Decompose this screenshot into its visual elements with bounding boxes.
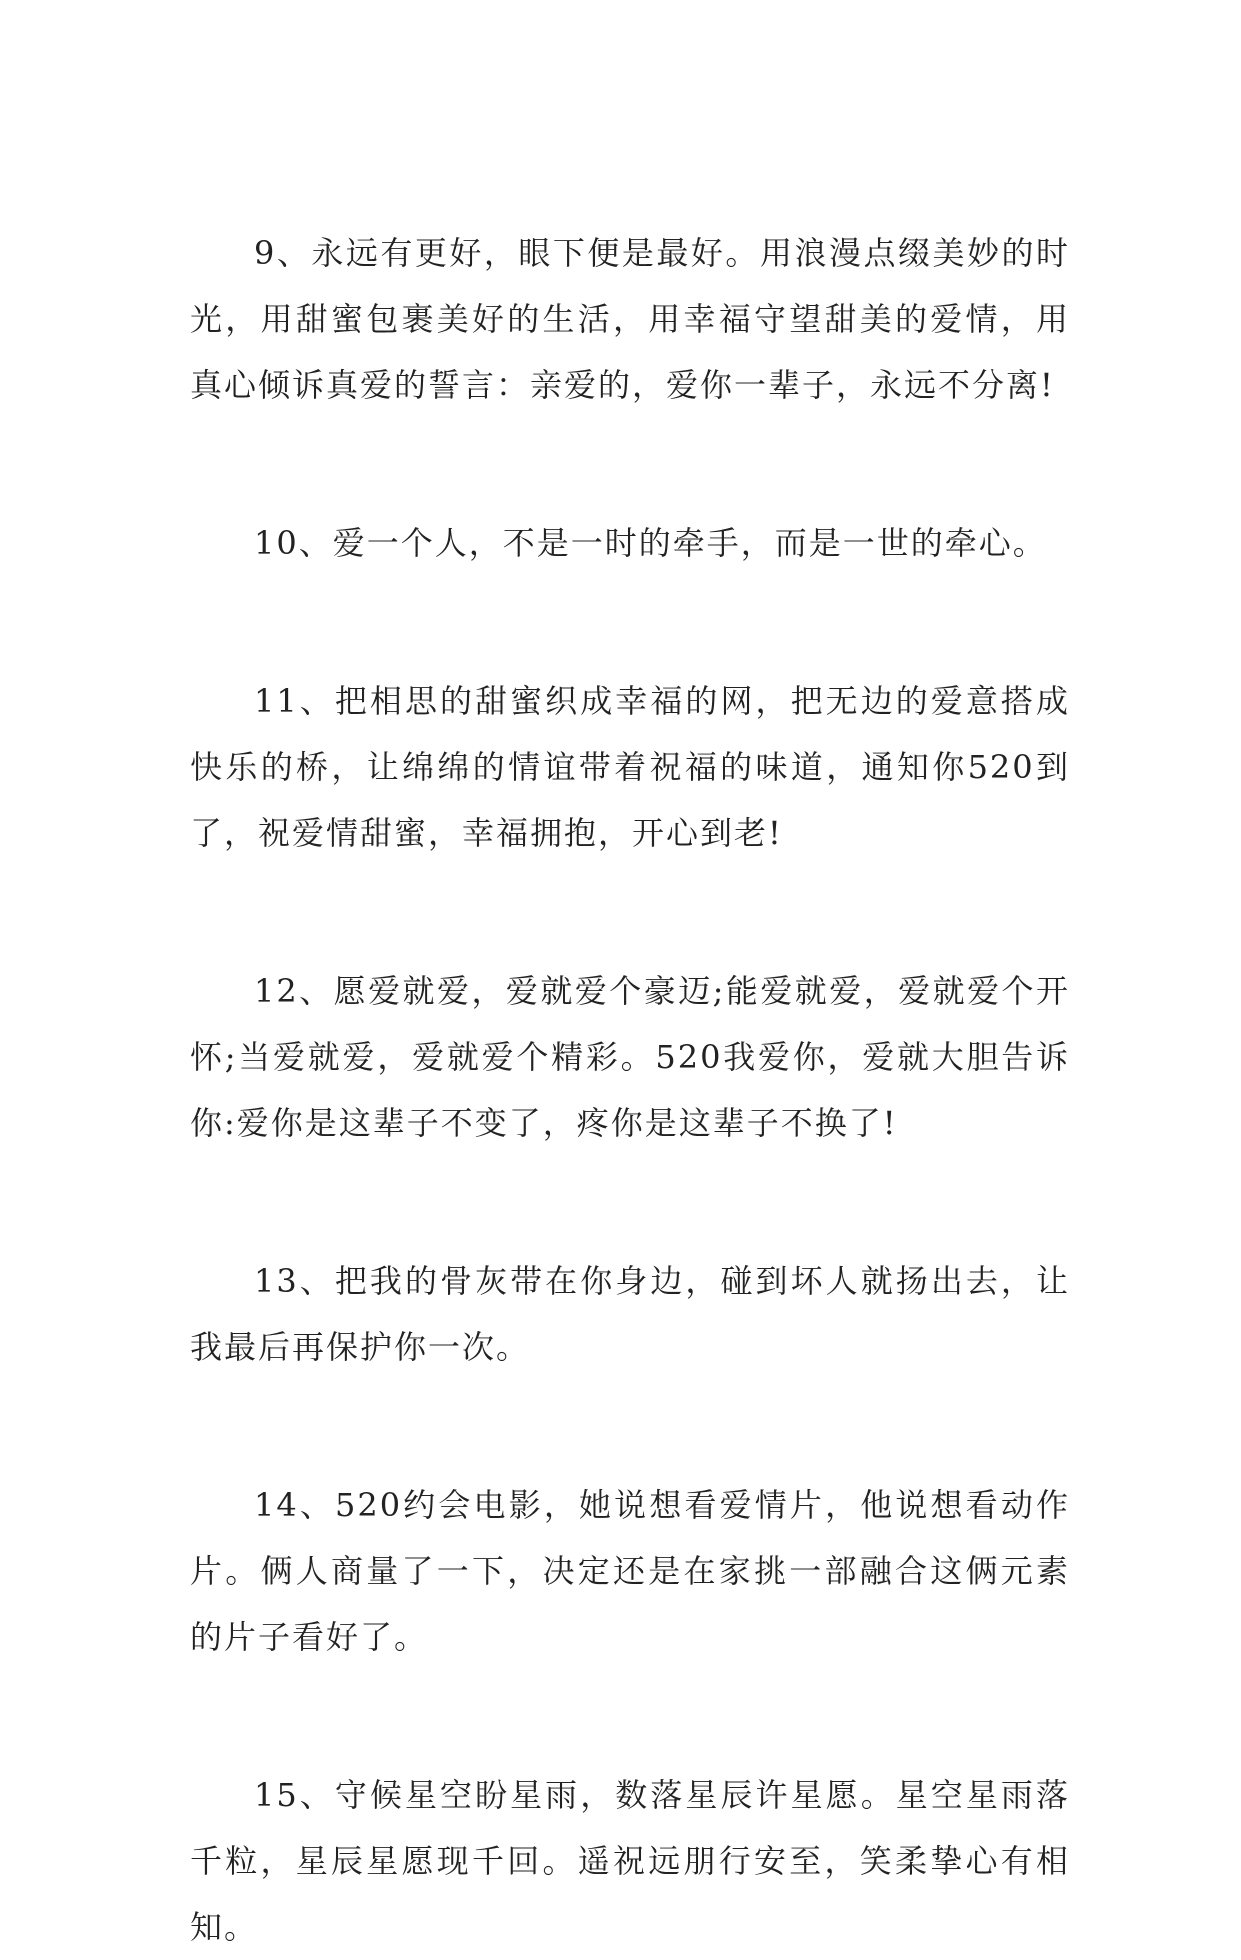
- paragraph-11: 11、把相思的甜蜜织成幸福的网，把无边的爱意搭成快乐的桥，让绵绵的情谊带着祝福的味道，通知你520到了，祝爱情甜蜜，幸福拥抱，开心到老!: [190, 682, 1070, 852]
- paragraph-13: 13、把我的骨灰带在你身边，碰到坏人就扬出去，让我最后再保护你一次。: [190, 1262, 1070, 1366]
- document-body: [190, 220, 1070, 1960]
- paragraph-10: 10、爱一个人，不是一时的牵手，而是一世的牵心。: [254, 524, 1047, 562]
- paragraph-9: 9、永远有更好，眼下便是最好。用浪漫点缀美妙的时光，用甜蜜包裹美好的生活，用幸福守望甜美的爱情，用真心倾诉真爱的誓言：亲爱的，爱你一辈子，永远不分离!: [190, 234, 1070, 404]
- paragraph-12: 12、愿爱就爱，爱就爱个豪迈;能爱就爱，爱就爱个开怀;当爱就爱，爱就爱个精彩。520我爱你，爱就大胆告诉你:爱你是这辈子不变了，疼你是这辈子不换了!: [190, 972, 1070, 1142]
- paragraph-14: 14、520约会电影，她说想看爱情片，他说想看动作片。俩人商量了一下，决定还是在家挑一部融合这俩元素的片子看好了。: [190, 1486, 1070, 1656]
- paragraph-15: 15、守候星空盼星雨，数落星辰许星愿。星空星雨落千粒，星辰星愿现千回。遥祝远朋行安至，笑柔挚心有相知。: [190, 1776, 1070, 1946]
